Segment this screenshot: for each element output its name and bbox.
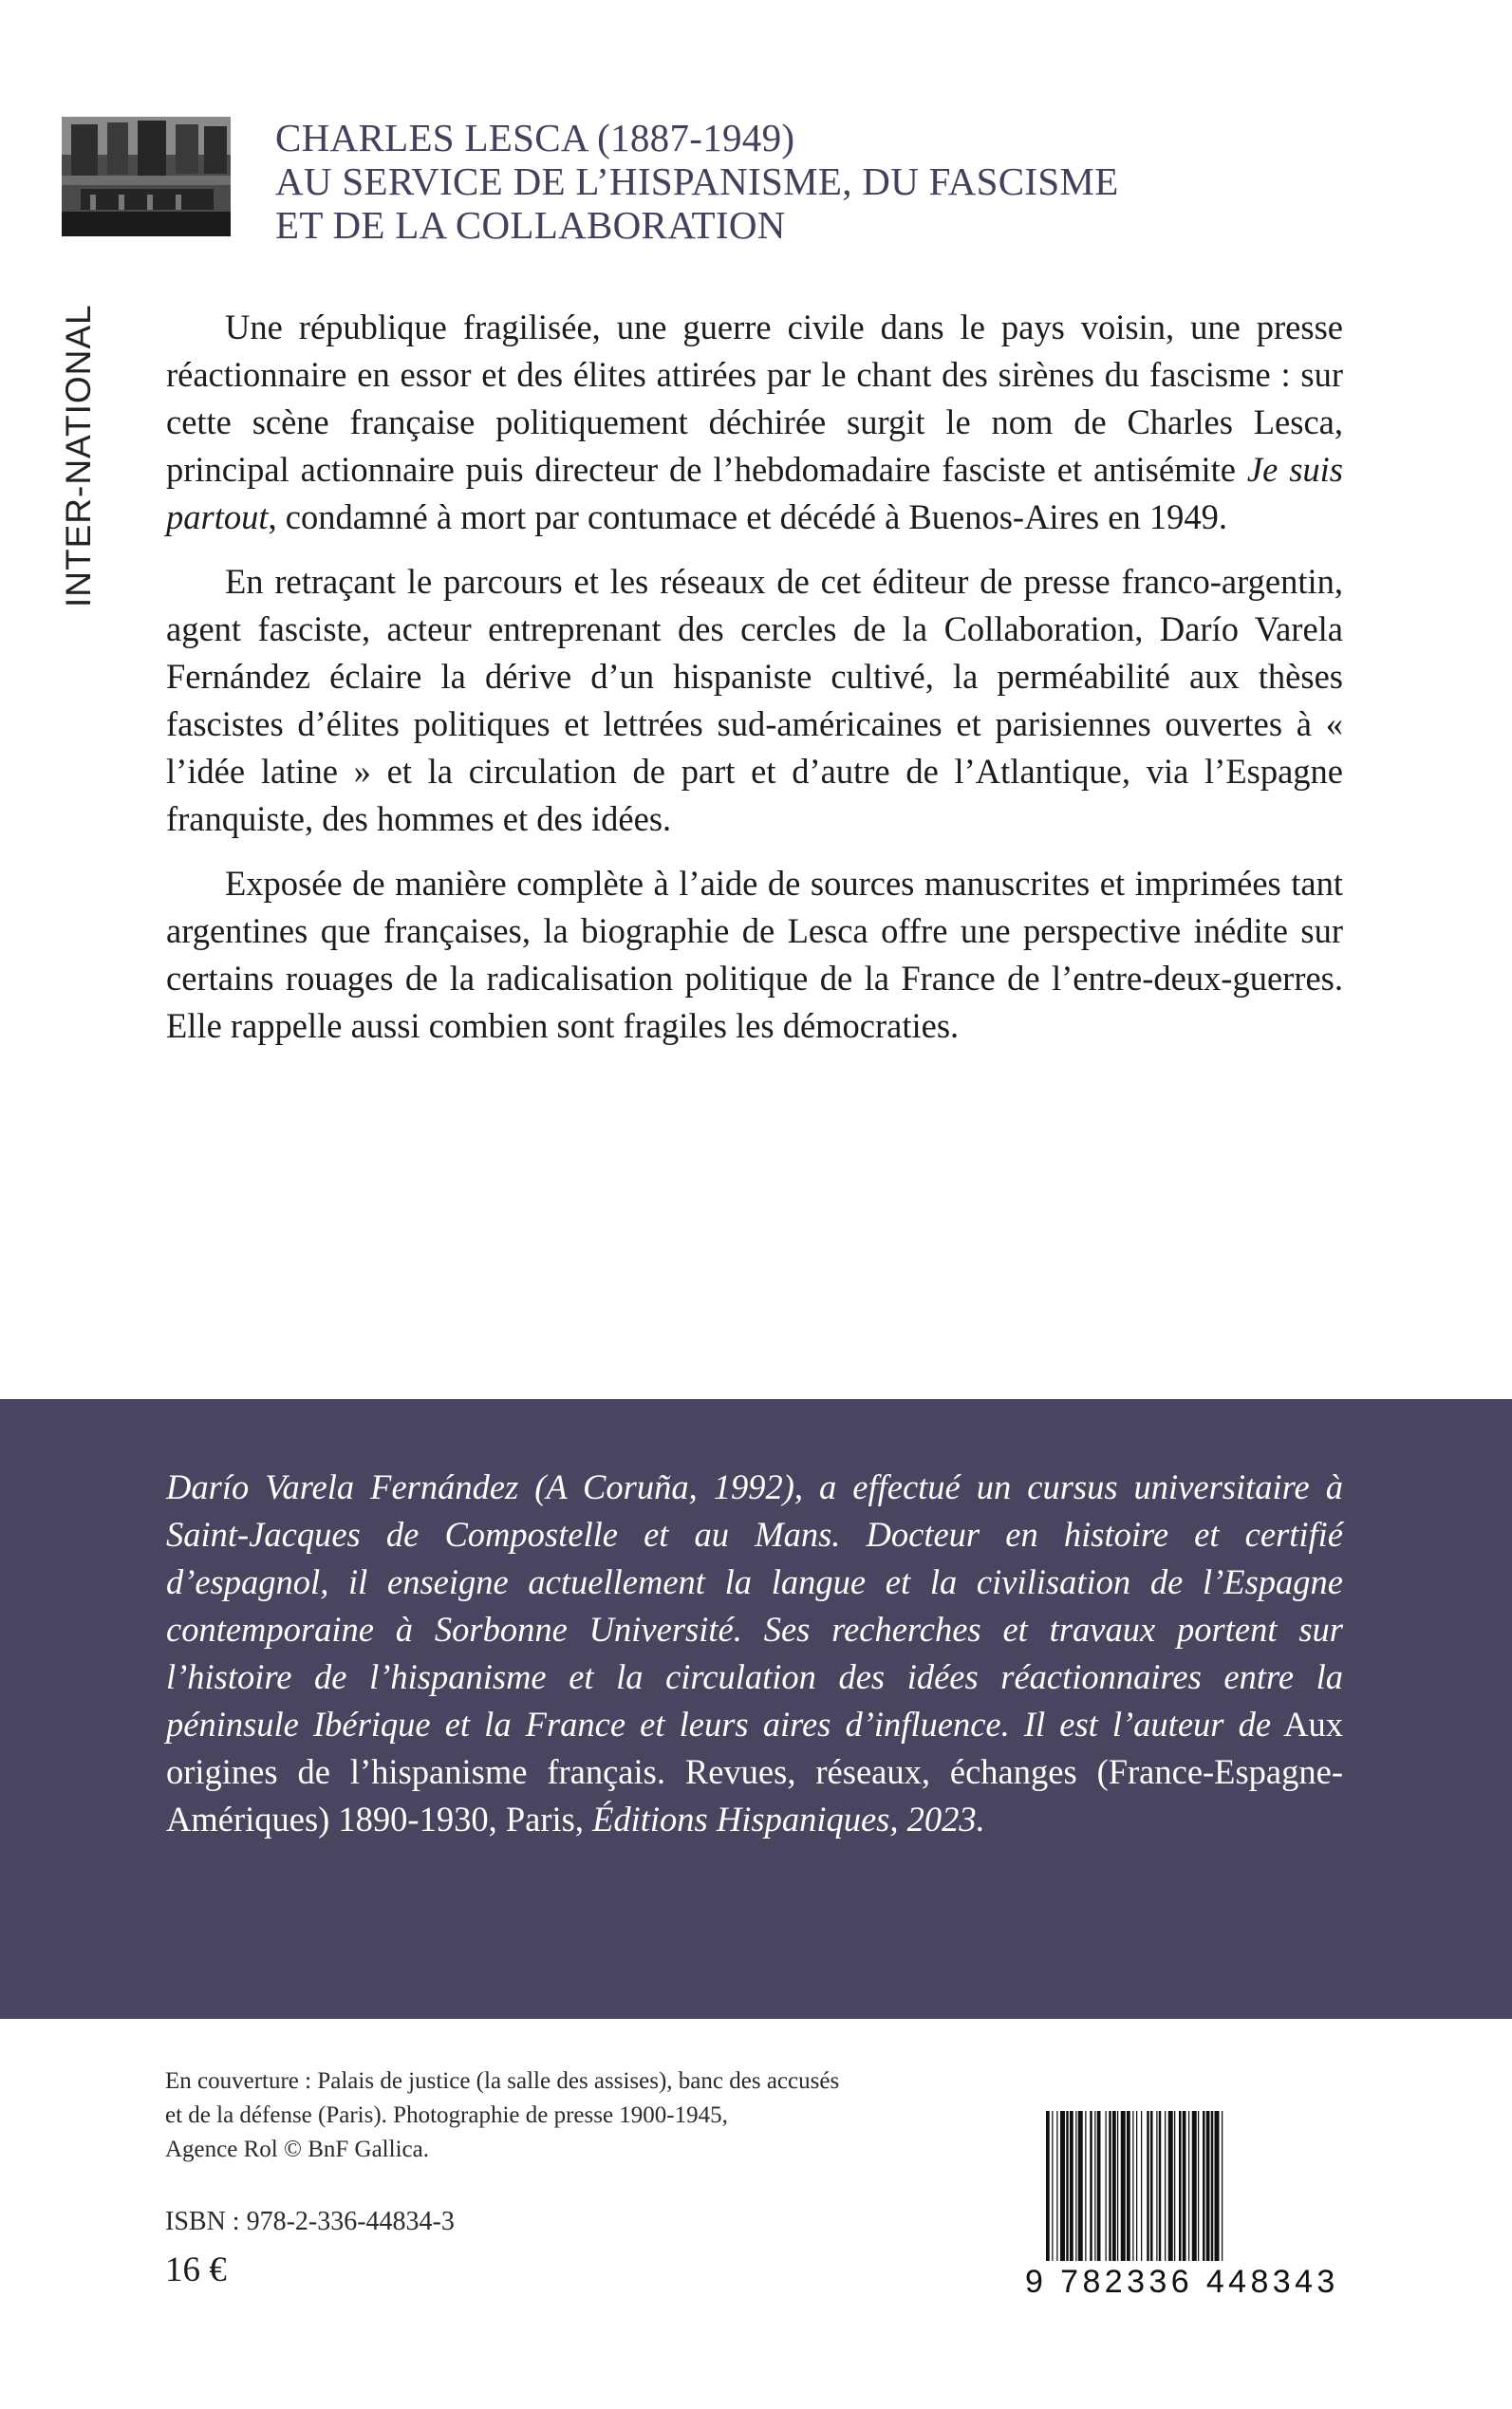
barcode-bar [1117,2111,1118,2261]
barcode-bar [1136,2111,1137,2261]
barcode-bar [1112,2111,1116,2261]
barcode-bar [1075,2111,1076,2261]
summary-paragraph: Exposée de manière complète à l’aide de sources manuscrites et imprimées tant argentines que françaises, la biographie de Lesca offre une perspective inédite sur certains rouages de la radicalisation politique de la France de l’entre-deux-guerres. Elle rappelle aussi combien sont fragiles les démocraties. [166,864,1343,1045]
credit-line: et de la défense (Paris). Photographie de presse 1900-1945, [165,2102,728,2128]
barcode-bar [1094,2111,1095,2261]
barcode-bar [1192,2111,1197,2261]
title-line: ET DE LA COLLABORATION [275,203,786,247]
book-summary [166,304,1343,1067]
barcode-bar [1188,2111,1189,2261]
barcode-bar [1106,2111,1107,2261]
author-bio-text: (A Coruña, 1992), a effectué un cursus universitaire à Saint-Jacques de Compostelle et au Mans. Docteur en histoire et certifié d’espagnol, il enseigne actuellement la langue et la civilisation de l’Espagne contemporaine à Sorbonne Université. Ses recherches et travaux portent sur l’histoire de l’hispanisme et la circulation des idées réactionnaires entre la péninsule Ibérique et la France et leurs aires d’influence. Il est l’auteur de [166,1467,1343,1744]
barcode-bar [1159,2111,1162,2261]
isbn: ISBN : 978-2-336-44834-3 [165,2207,455,2236]
author-name: Darío Varela Fernández [166,1467,519,1506]
barcode-bar [1090,2111,1092,2261]
barcode-bar [1165,2111,1166,2261]
series-label: INTER-NATIONAL [59,304,98,607]
barcode-bar [1203,2111,1205,2261]
book-title [275,116,1262,247]
barcode-bar [1085,2111,1086,2261]
barcode-bar [1132,2111,1133,2261]
barcode-bar [1156,2111,1157,2261]
periodical-title: Je suis partout [166,450,1344,536]
barcode-bar [1147,2111,1149,2261]
price: 16 € [165,2250,227,2289]
barcode-bar [1141,2111,1142,2261]
summary-text: , condamné à mort par contumace et décédé à Buenos-Aires en 1949. [268,497,1227,536]
barcode-digits: 9 782336 448343 [1025,2264,1339,2300]
credit-line: Agence Rol © BnF Gallica. [165,2137,429,2162]
summary-text: Une république fragilisée, une guerre civile dans le pays voisin, une presse réactionnaire en essor et des élites attirées par le chant des sirènes du fascisme : sur cette scène française politiquement déchirée surgit le nom de Charles Lesca, principal actionnaire puis directeur de l’hebdomadaire fasciste et antisémite [166,308,1343,489]
barcode-bar [1056,2111,1057,2261]
cover-credit [165,2064,887,2167]
barcode-bar [1070,2111,1073,2261]
title-line: CHARLES LESCA (1887-1949) [275,116,795,159]
barcode-bar [1174,2111,1175,2261]
barcode-bar [1066,2111,1069,2261]
barcode-bar [1168,2111,1173,2261]
summary-paragraph [166,304,1343,541]
author-book-title: Aux origines de l’hispanisme français. Revues, réseaux, échanges (France-Espagne-Amériques) 1890-1930, Paris, [166,1705,1343,1839]
barcode-bar [1109,2111,1111,2261]
barcode-bar [1046,2111,1050,2261]
barcode-bar [1206,2111,1210,2261]
cover-thumbnail-photo [62,117,231,236]
barcode-bar [1183,2111,1186,2261]
barcode-bar [1179,2111,1182,2261]
barcode-bar [1121,2111,1126,2261]
barcode-bar [1052,2111,1053,2261]
title-line: AU SERVICE DE L’HISPANISME, DU FASCISME [275,159,1119,203]
barcode-bar [1198,2111,1199,2261]
barcode-bar [1150,2111,1153,2261]
barcode-bar [1222,2111,1223,2261]
barcode-bar [1211,2111,1214,2261]
barcode-bar [1097,2111,1101,2261]
barcode-bar [1215,2111,1220,2261]
barcode-bar [1078,2111,1083,2261]
author-bio [166,1464,1343,1843]
credit-line: En couverture : Palais de justice (la salle des assises), banc des accusés [165,2068,840,2094]
summary-paragraph: En retraçant le parcours et les réseaux de cet éditeur de presse franco-argentin, agent fasciste, acteur entreprenant des cercles de la Collaboration, Darío Varela Fernández éclaire la dérive d’un hispaniste cultivé, la perméabilité aux thèses fascistes d’élites politiques et lettrées sud-américaines et parisiennes ouvertes à « l’idée latine » et la circulation de part et d’autre de l’Atlantique, via l’Espagne franquiste, des hommes et des idées. [166,562,1343,838]
barcode-bar [1060,2111,1065,2261]
barcode-bar [1127,2111,1130,2261]
author-book-publisher: Éditions Hispaniques, 2023. [592,1800,985,1839]
